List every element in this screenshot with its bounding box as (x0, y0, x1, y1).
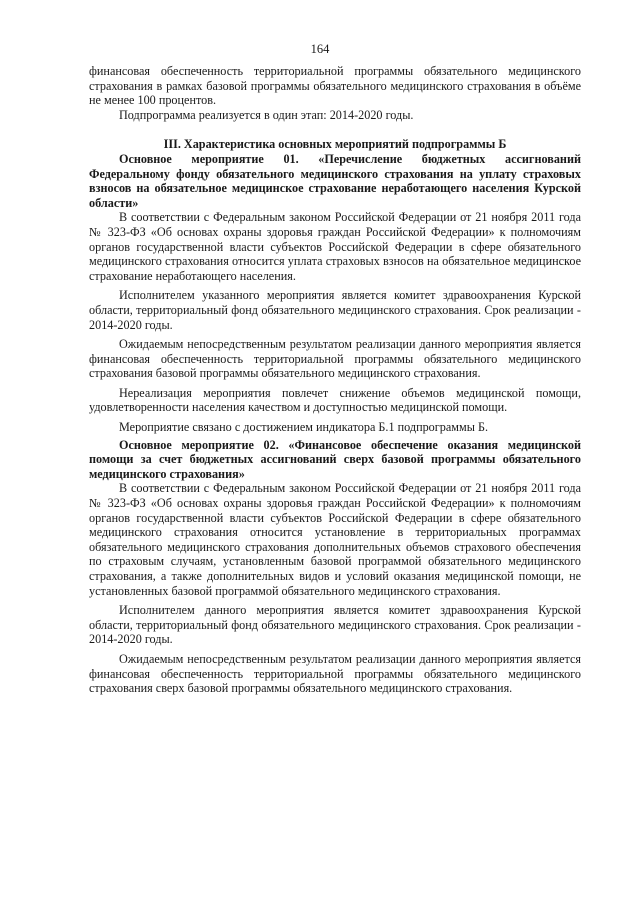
document-body (89, 64, 581, 696)
intro-paragraph: финансовая обеспеченность территориальной программы обязательного медицинского страхования в рамках базовой программы обязательного медицинского страхования в объёме не менее 100 процентов. (89, 64, 581, 108)
event-1-title: Основное мероприятие 01. «Перечисление бюджетных ассигнований Федеральному фонду обязательного медицинского страхования на уплату страховых взносов на обязательное медицинское страхование неработающего населения Курской области» (89, 151, 581, 210)
section-heading: III. Характеристика основных мероприятий подпрограммы Б (163, 137, 507, 152)
event-1-paragraph: Ожидаемым непосредственным результатом реализации данного мероприятия является финансовая обеспеченность территориальной программы обязательного медицинского страхования базовой программы обязательного медицинского страхования. (89, 337, 581, 381)
event-1-paragraph: В соответствии с Федеральным законом Российской Федерации от 21 ноября 2011 года № 323-ФЗ «Об основах охраны здоровья граждан Российской Федерации» к полномочиям органов государственной власти субъектов Российской Федерации в сфере обязательного медицинского страхования относится уплата страховых взносов на обязательное медицинское страхование неработающего населения. (89, 210, 581, 283)
event-1-paragraph: Нереализация мероприятия повлечет снижение объемов медицинской помощи, удовлетворенности населения качеством и доступностью медицинской помощи. (89, 385, 581, 415)
event-2-paragraph: Исполнителем данного мероприятия является комитет здравоохранения Курской области, территориальный фонд обязательного медицинского страхования. Срок реализации - 2014-2020 годы. (89, 603, 581, 647)
page-number: 164 (310, 42, 330, 56)
event-2-paragraph: В соответствии с Федеральным законом Российской Федерации от 21 ноября 2011 года № 323-ФЗ «Об основах охраны здоровья граждан Российской Федерации» к полномочиям органов государственной власти субъектов Российской Федерации в сфере обязательного медицинского страхования относится установление в территориальных программах обязательного медицинского страхования дополнительных объемов страхового обеспечения по страховым случаям, установленным базовой программой обязательного медицинского страхования, а также дополнительных видов и условий оказания медицинской помощи, не установленных базовой программой обязательного медицинского страхования. (89, 481, 581, 598)
intro-paragraph: Подпрограмма реализуется в один этап: 2014-2020 годы. (119, 107, 414, 122)
event-1-paragraph: Мероприятие связано с достижением индикатора Б.1 подпрограммы Б. (119, 420, 488, 435)
event-1-paragraph: Исполнителем указанного мероприятия является комитет здравоохранения Курской области, территориальный фонд обязательного медицинского страхования. Срок реализации - 2014-2020 годы. (89, 288, 581, 332)
event-2-paragraph: Ожидаемым непосредственным результатом реализации данного мероприятия является финансовая обеспеченность территориальной программы обязательного медицинского страхования сверх базовой программы обязательного медицинского страхования. (89, 651, 581, 696)
event-2-title: Основное мероприятие 02. «Финансовое обеспечение оказания медицинской помощи за счет бюджетных ассигнований сверх базовой программы обязательного медицинского страхования» (89, 437, 581, 481)
